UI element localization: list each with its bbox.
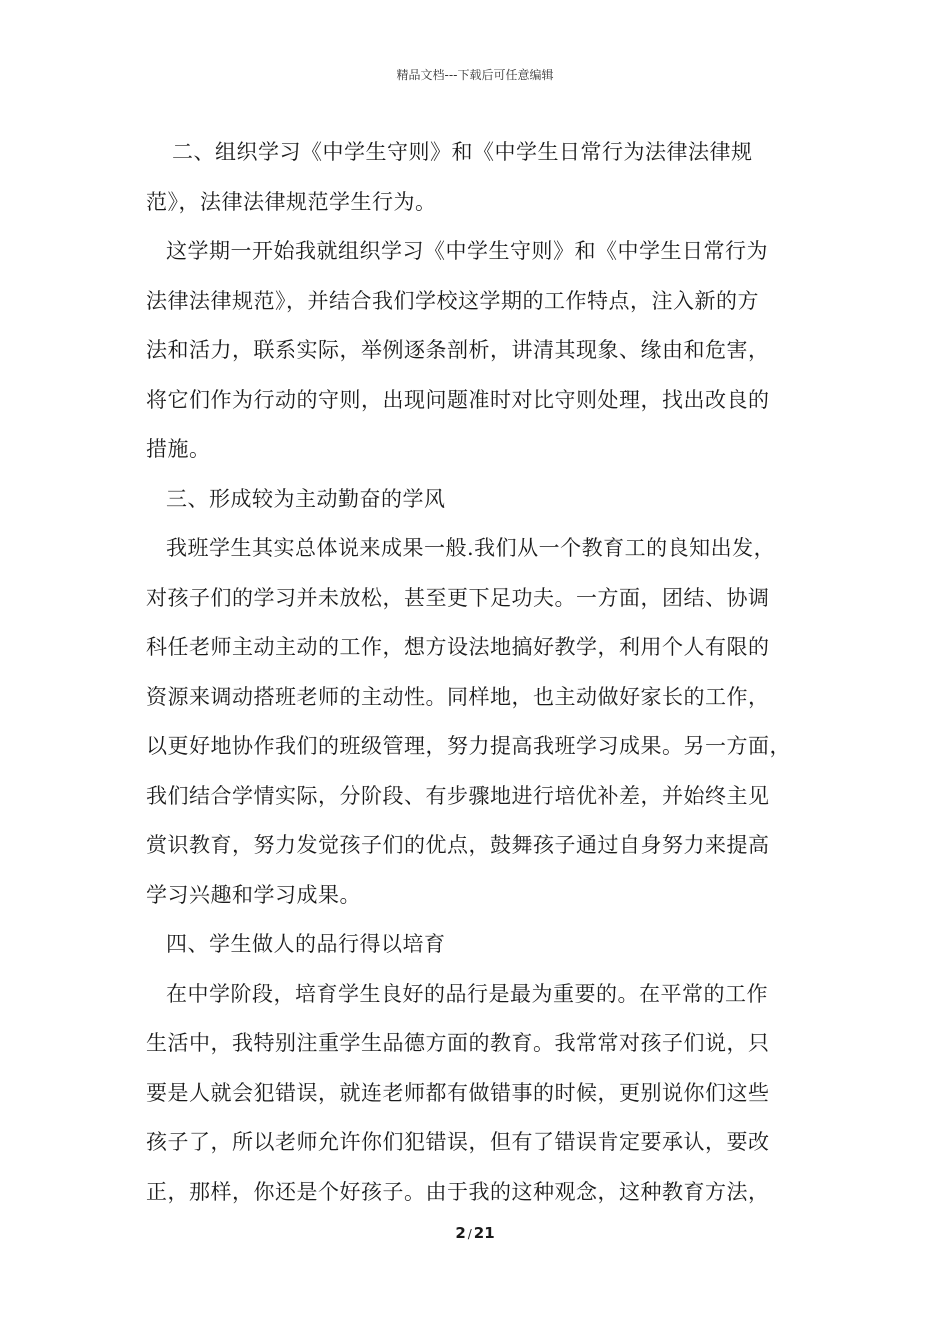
current-page-number: 2 [455,1224,466,1242]
paragraph-line: 在中学阶段，培育学生良好的品行是最为重要的。在平常的工作 [166,981,768,1006]
paragraph-line: 以更好地协作我们的班级管理，努力提高我班学习成果。另一方面， [146,734,791,758]
section-heading-3: 三、形成较为主动勤奋的学风 [166,486,446,511]
paragraph-line: 法律法律规范》，并结合我们学校这学期的工作特点，注入新的方 [146,288,759,313]
paragraph-line: 将它们作为行动的守则，出现问题准时对比守则处理，找出改良的 [146,387,770,412]
page-separator: / [467,1227,472,1241]
section-heading-4: 四、学生做人的品行得以培育 [166,932,446,956]
paragraph-line: 范》，法律法律规范学生行为。 [146,189,437,214]
paragraph-line: 法和活力，联系实际，举例逐条剖析，讲清其现象、缘由和危害， [146,338,770,362]
document-body [146,128,810,1217]
page-header: 精品文档---下载后可任意编辑 [396,68,554,82]
paragraph-line: 赏识教育，努力发觉孩子们的优点，鼓舞孩子通过自身努力来提高 [146,833,770,857]
page-number [0,1224,950,1242]
paragraph-line: 资源来调动搭班老师的主动性。同样地，也主动做好家长的工作， [146,684,770,709]
total-pages-number: 21 [473,1224,495,1242]
paragraph-line: 孩子了，所以老师允许你们犯错误，但有了错误肯定要承认，要改 [146,1130,770,1154]
paragraph-line: 科任老师主动主动的工作，想方设法地搞好教学，利用个人有限的 [146,635,770,659]
paragraph-line: 我班学生其实总体说来成果一般.我们从一个教育工的良知出发， [166,536,776,560]
paragraph-line: 措施。 [146,437,211,461]
paragraph-line: 这学期一开始我就组织学习《中学生守则》和《中学生日常行为 [166,239,768,263]
paragraph-line: 生活中，我特别注重学生品德方面的教育。我常常对孩子们说，只 [146,1031,770,1055]
paragraph-line: 要是人就会犯错误，就连老师都有做错事的时候，更别说你们这些 [146,1080,770,1105]
paragraph-line: 对孩子们的学习并未放松，甚至更下足功夫。一方面，团结、协调 [146,585,770,610]
paragraph-line: 学习兴趣和学习成果。 [146,882,361,907]
section-heading-2: 二、组织学习《中学生守则》和《中学生日常行为法律法律规 [172,140,753,164]
paragraph-line: 正，那样，你还是个好孩子。由于我的这种观念，这种教育方法， [146,1179,770,1204]
paragraph-line: 我们结合学情实际，分阶段、有步骤地进行培优补差，并始终主见 [146,783,770,808]
